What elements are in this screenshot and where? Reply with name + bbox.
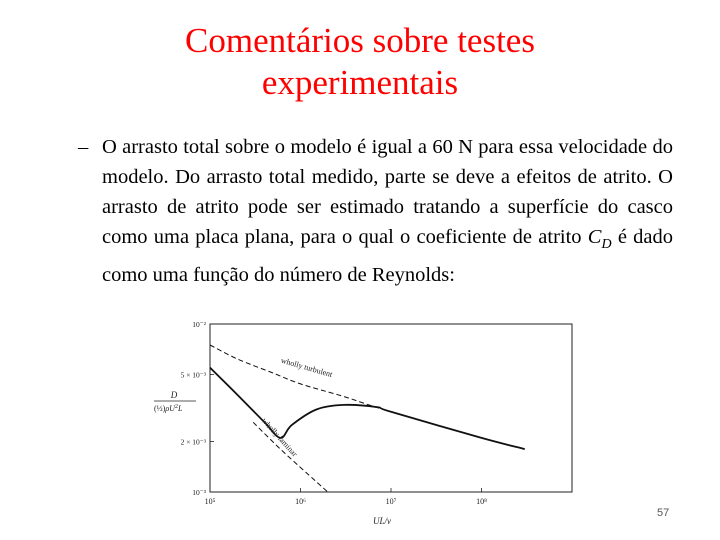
chart-marks: [181, 320, 572, 506]
bullet-text-before: O arrasto total sobre o modelo é igual a 60 N para essa velocidade do modelo. Do arrasto total medido, parte se deve a efeitos de atrito. O arrasto de atrito pode ser estimado tratando a superfície do casco como uma placa plana, para o qual o coeficiente de atrito: [102, 136, 673, 248]
series-line-wholly-laminar: [253, 422, 328, 492]
x-axis-label: UL/ν: [373, 516, 391, 526]
slide-title-line1: Comentários sobre testes: [185, 21, 535, 60]
slide-title: [0, 20, 720, 104]
series-line-wholly-turbulent: [210, 345, 525, 449]
y-label-numerator: D: [170, 390, 178, 400]
y-tick-label-1: 5 × 10⁻³: [180, 370, 206, 380]
slide-title-line2: experimentais: [261, 63, 459, 102]
bullet-text: [102, 132, 673, 290]
y-tick-label-2: 2 × 10⁻³: [180, 437, 206, 447]
cd-symbol: C: [587, 226, 602, 248]
drag-chart: [140, 312, 590, 538]
x-tick-label-2: 10⁷: [385, 497, 397, 506]
plot-frame: [210, 324, 572, 492]
y-label-denominator: $(\frac{1}{2})\rho U^2L$: [154, 404, 183, 413]
x-tick-label-0: 10⁵: [204, 497, 216, 506]
series-line-combined: [210, 368, 525, 450]
page-number: 57: [657, 507, 670, 519]
y-tick-label-3: 10⁻³: [192, 488, 206, 497]
y-tick-label-0: 10⁻²: [192, 320, 206, 329]
x-tick-label-1: 10⁶: [295, 497, 306, 506]
x-tick-label-3: 10⁸: [476, 497, 487, 506]
bullet-paragraph: [78, 132, 673, 290]
drag-coefficient-figure: [140, 312, 590, 538]
y-axis-label: [154, 390, 196, 413]
bullet-text-after: é dado como uma função do número de Reynolds:: [102, 226, 673, 287]
cd-subscript: D: [601, 237, 612, 253]
curve-label-laminar: wholly laminar: [259, 416, 300, 459]
bullet-dash: –: [78, 136, 89, 158]
curve-label-turbulent: wholly turbulent: [279, 355, 334, 380]
